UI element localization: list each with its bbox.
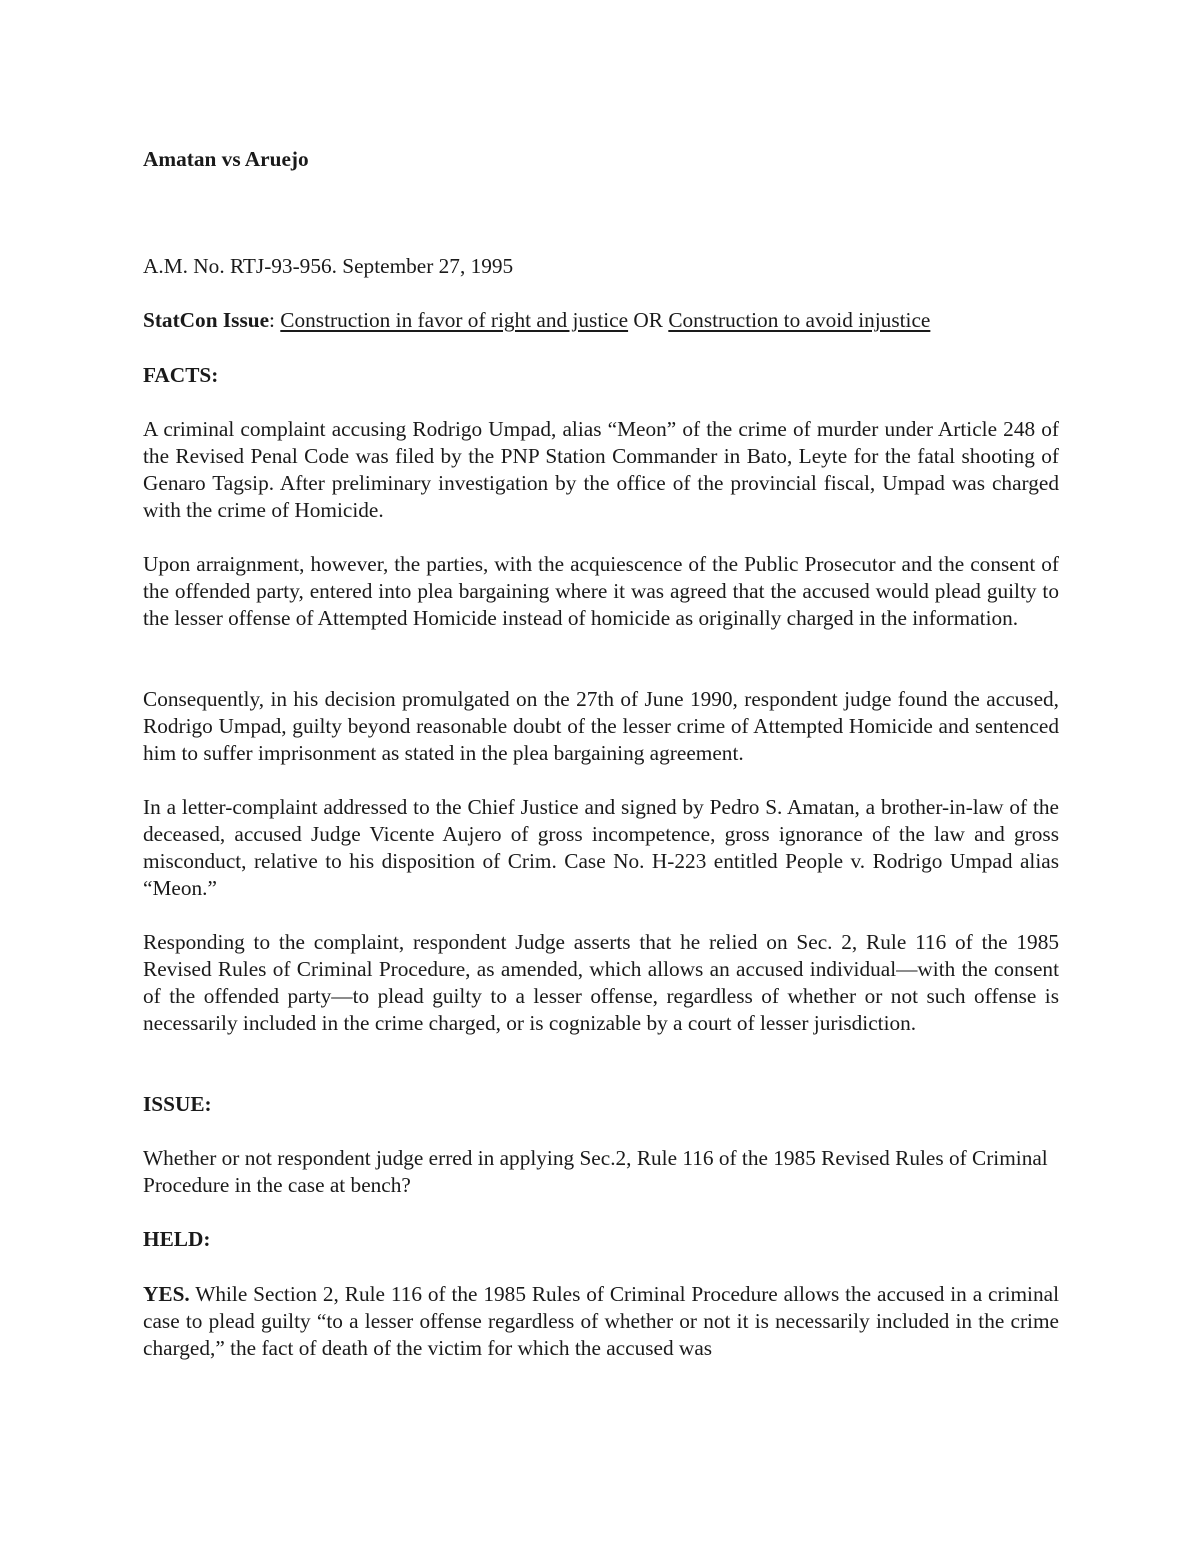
- facts-paragraph-5: Responding to the complaint, respondent Judge asserts that he relied on Sec. 2, Rule 116 of the 1985 Revised Rules of Criminal Procedure, as amended, which allows an accused individual—with the consent of the offended party—to plead guilty to a lesser offense, regardless of whether or not such offense is necessarily included in the crime charged, or is cognizable by a court of lesser jurisdiction.: [143, 930, 1059, 1035]
- facts-paragraph-2: Upon arraignment, however, the parties, with the acquiescence of the Public Prosecutor and the consent of the offended party, entered into plea bargaining where it was agreed that the accused would plead guilty to the lesser offense of Attempted Homicide instead of homicide as originally charged in the information.: [143, 552, 1059, 630]
- statcon-label: StatCon Issue: [143, 308, 270, 332]
- held-paragraph: [143, 1281, 1059, 1362]
- statcon-connector: OR: [628, 308, 669, 332]
- facts-paragraph-4: In a letter-complaint addressed to the Chief Justice and signed by Pedro S. Amatan, a brother-in-law of the deceased, accused Judge Vicente Aujero of gross incompetence, gross ignorance of the law and gross misconduct, relative to his disposition of Crim. Case No. H-223 entitled People v. Rodrigo Umpad alias “Meon.”: [143, 795, 1059, 900]
- statcon-separator: :: [269, 308, 281, 332]
- statcon-principle-2: Construction to avoid injustice: [668, 308, 931, 332]
- statcon-issue: [143, 307, 1059, 334]
- statcon-principle-1: Construction in favor of right and justice: [280, 308, 629, 332]
- issue-text: Whether or not respondent judge erred in applying Sec.2, Rule 116 of the 1985 Revised Rules of Criminal Procedure in the case at bench?: [143, 1146, 1048, 1197]
- case-title: Amatan vs Aruejo: [143, 147, 309, 171]
- facts-paragraph-1: A criminal complaint accusing Rodrigo Umpad, alias “Meon” of the crime of murder under Article 248 of the Revised Penal Code was filed by the PNP Station Commander in Bato, Leyte for the fatal shooting of Genaro Tagsip. After preliminary investigation by the office of the provincial fiscal, Umpad was charged with the crime of Homicide.: [143, 417, 1059, 522]
- issue-heading: ISSUE:: [143, 1092, 212, 1116]
- held-text: While Section 2, Rule 116 of the 1985 Rules of Criminal Procedure allows the accused in a criminal case to plead guilty “to a lesser offense regardless of whether or not it is necessarily included in the crime charged,” the fact of death of the victim for which the accused was: [143, 1282, 1059, 1360]
- held-answer: YES.: [143, 1282, 190, 1306]
- facts-heading: FACTS:: [143, 363, 219, 387]
- case-number: A.M. No. RTJ-93-956. September 27, 1995: [143, 254, 514, 278]
- held-heading: HELD:: [143, 1227, 211, 1251]
- facts-paragraph-3: Consequently, in his decision promulgated on the 27th of June 1990, respondent judge found the accused, Rodrigo Umpad, guilty beyond reasonable doubt of the lesser crime of Attempted Homicide and sentenced him to suffer imprisonment as stated in the plea bargaining agreement.: [143, 687, 1059, 765]
